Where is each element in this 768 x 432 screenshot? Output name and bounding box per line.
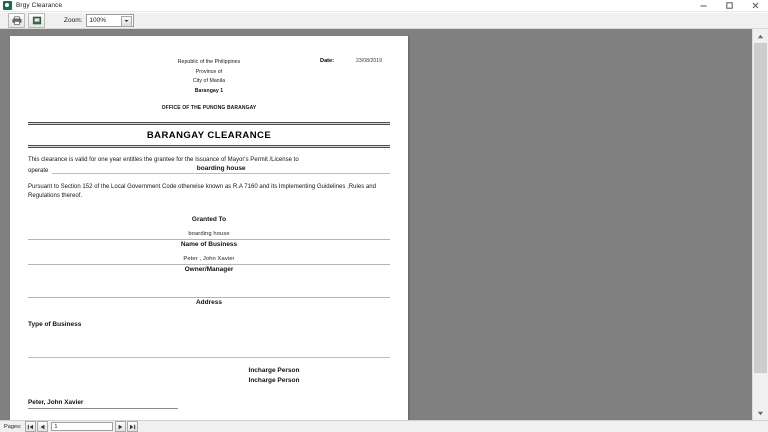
print-button[interactable] [8, 13, 25, 28]
header-republic: Republic of the Philippines [177, 59, 241, 65]
operate-value: boarding house [52, 165, 390, 174]
scroll-up-button[interactable] [753, 29, 768, 43]
scroll-up-icon [757, 34, 764, 39]
document-page [10, 36, 408, 420]
title-block [28, 122, 390, 148]
scrollbar-thumb[interactable] [754, 43, 767, 373]
zoom-select[interactable] [86, 14, 134, 27]
titlebar [0, 0, 768, 12]
field-address [28, 281, 390, 306]
close-button[interactable] [742, 0, 768, 11]
operate-label: operate [28, 167, 49, 174]
date-value: 23/08/2019 [356, 58, 382, 64]
clearance-paragraph-2: Pursuant to Section 152 of the Local Government Code otherwise known as R.A 7160 and its Implementing Guidelines ,Rules and Regulations thereof. [28, 183, 376, 200]
last-page-icon [129, 424, 136, 430]
page-title: BARANGAY CLEARANCE [146, 130, 272, 142]
scroll-down-icon [757, 411, 764, 416]
document-header [28, 58, 390, 96]
window-title: Brgy Clearance [16, 2, 63, 9]
signature-rule [28, 357, 390, 358]
next-page-button[interactable] [115, 421, 126, 432]
document-viewer [0, 29, 768, 420]
field-value [28, 281, 390, 297]
first-page-button[interactable] [25, 421, 36, 432]
window-controls [690, 0, 768, 11]
incharge-person-line-1: Incharge Person [248, 366, 300, 374]
maximize-button[interactable] [716, 0, 742, 11]
prev-page-icon [39, 424, 46, 430]
operate-row [28, 165, 390, 174]
field-name-of-business [28, 231, 390, 248]
field-value: Peter , John Xavier [183, 255, 235, 262]
document-date [320, 58, 382, 64]
header-province: Province of [195, 68, 223, 75]
incharge-block [28, 366, 390, 386]
app-icon [3, 1, 12, 10]
field-owner-manager [28, 256, 390, 273]
statusbar [0, 420, 768, 432]
printer-icon [12, 16, 22, 25]
zoom-label: Zoom: [64, 16, 83, 24]
prev-page-button[interactable] [37, 421, 48, 432]
field-caption: Owner/Manager [184, 265, 234, 273]
clearance-paragraph-1: This clearance is valid for one year entitles the grantee for the Issuance of Mayor's Permit /License to [28, 157, 299, 164]
chevron-down-icon[interactable] [121, 16, 132, 27]
page-setup-button[interactable] [28, 13, 45, 28]
date-label: Date: [320, 58, 335, 64]
page-number-input[interactable]: 1 [51, 422, 113, 431]
vertical-scrollbar[interactable] [752, 29, 768, 420]
next-page-icon [117, 424, 124, 430]
granted-to-heading: Granted To [191, 215, 227, 223]
page-setup-icon [32, 16, 42, 25]
signature-name: Peter, John Xavier [28, 399, 178, 409]
zoom-value: 100% [89, 16, 107, 24]
toolbar [0, 12, 768, 29]
field-caption: Name of Business [180, 240, 238, 248]
minimize-button[interactable] [690, 0, 716, 11]
scrollbar-track[interactable] [753, 43, 768, 406]
title-rule-bottom [28, 145, 390, 148]
type-of-business-label: Type of Business [28, 320, 82, 328]
field-caption: Address [195, 298, 222, 306]
header-barangay: Barangay 1 [194, 87, 224, 94]
field-value: boarding house [188, 230, 230, 237]
viewer-canvas [0, 29, 752, 420]
pages-label: Pages: [4, 423, 22, 430]
office-line: OFFICE OF THE PUNONG BARANGAY [161, 105, 257, 112]
scroll-down-button[interactable] [753, 406, 768, 420]
last-page-button[interactable] [127, 421, 138, 432]
first-page-icon [27, 424, 34, 430]
incharge-person-line-2: Incharge Person [248, 376, 300, 384]
header-city: City of Manila [192, 78, 226, 85]
